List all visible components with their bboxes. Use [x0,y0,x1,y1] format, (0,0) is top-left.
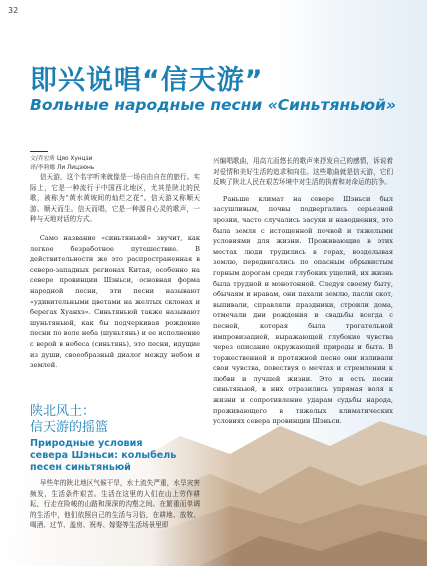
right-paragraph-zh: 兴编唱歌曲，用高亢而悠长的歌声来抒发自己的感情，诉说着对爱情和美好生活的追求和向往。这些歌曲就是信天游，它们反映了陕北人民在艰苦环境中对生活的执着和对命运的抗争。 [213,157,393,187]
byline [30,151,94,173]
section-heading [30,404,200,474]
section-heading-zh-line2: 信天游的摇篮 [30,420,109,435]
right-paragraph-ru: Раньше климат на севере Шэньси был засушливым, почвы подвергались серьезной эрозии, часто случались засухи и наводнения, это была земля с истощенной почвой и тяжелыми условиями для жизни. Проживающие в этих местах люди трудились в горах, возделывая землю, передвигались по опасным обрывистым горным дорогам среди глубоких ущелий, их жизнь была трудной и монотонной. Следуя своему быту, обычаям и нравам, они пахали землю, пасли скот, выпивали, справляли праздники, строили дома, отмечали дни рождения и свадьбы всегда с песней, которая была трогательной импровизацией, выражающей глубокие чувства через описание окружающей природы и быта. В торжественной и протяжной песне они изливали свои чувства, повествуя о мечтах и стремлении к любви и лучшей жизни. Это и есть песни синьтяньюй, в них отразились упрямая воля к жизни и сопротивление ударам судьбы народа, проживающего в тяжелых климатических условиях севера провинции Шэньси. [213,194,393,426]
section-heading-zh-line1: 陕北风土： [30,404,96,419]
section-paragraph-zh: 早些年的陕北地区气候干旱，水土流失严重，水旱灾害频发，生活条件艰苦。生活在这里的人们在山上劳作耕耘，行走在险峻的山路和深深的沟壑之间。在繁重而单调的生活中，他们依照自己的生活与习俗，在耕地、放牧、喝酒、过节、盖房、祝寿、嫁娶等生活场景里即 [30,479,200,530]
section-heading-ru-line3: песен синьтяньюй [30,462,131,473]
right-column [213,156,393,427]
left-column [30,172,200,371]
translator-credit: 译/李莉娜 Ли Лицзюнь [30,165,95,171]
page-number: 32 [8,6,19,15]
section-body-left [30,478,200,531]
author-credit: 文/乔宏昕 Цяо Хунцзи [30,156,93,162]
section-heading-ru [30,438,200,474]
page-title: 即兴说唱“信天游” [30,65,264,96]
byline-rule [30,151,48,152]
intro-paragraph-ru: Само название «синьтяньюй» звучит, как легкое безработное путешествие. В действительности же это распространенная в северо-западных регионах Китая, особенно на севере провинции Шэньси, основная форма народной песни, эти песни называют «удивительными цветами на желтых склонах и берегах Хуанхэ». Синьтяньюй также называют шуньтяньюй, как бы подчеркивая рождение песни по воле неба (шуньтянь) и ее исполнение с верой в небеса (синьтянь), это песни, идущие из души, своеобразный диалог между небом и землей. [30,233,200,370]
section-heading-ru-line2: севера Шэньси: колыбель [30,450,177,461]
section-heading-ru-line1: Природные условия [30,438,143,449]
page-subtitle: Вольные народные песни «Синьтяньюй» [30,96,396,114]
intro-paragraph-zh: 信天游，这个名字听来就像是一场自由自在的旅行。实际上，它是一种流行于中国西北地区，尤其是陕北的民歌，被称为“黄水黄坡间的灿烂之花”。信天游又称顺天游、顺天而生。信天而唱，它是一种源自心灵的歌声，一种与天地对话的方式。 [30,173,200,224]
